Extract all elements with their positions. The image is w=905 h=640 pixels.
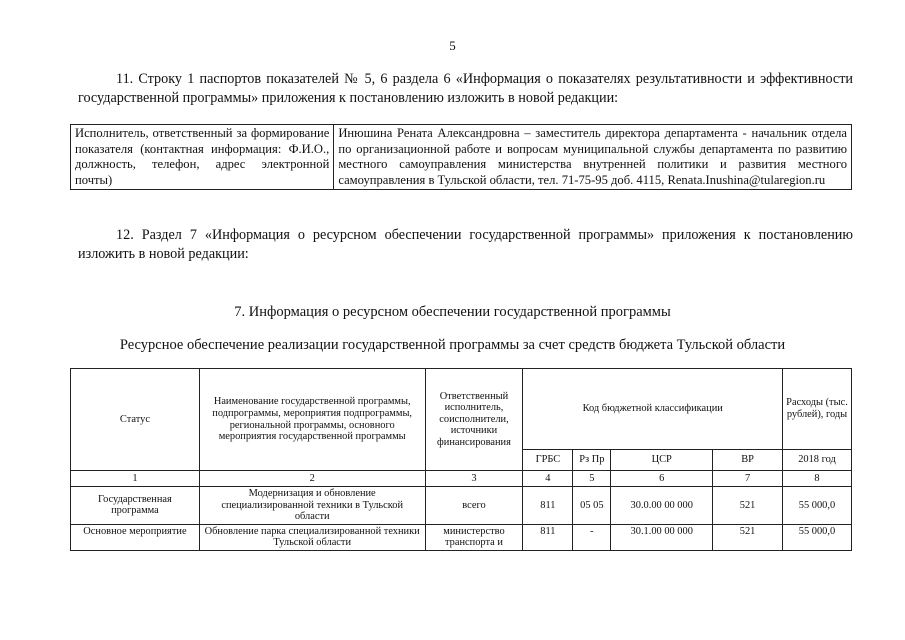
paragraph-11-text: 11. Строку 1 паспортов показателей № 5, 6 раздела 6 «Информация о показателях результативности и эффективности государственной программы» приложения к постановлению изложить в новой редакции: (78, 71, 853, 106)
passport-left-cell: Исполнитель, ответственный за формирование показателя (контактная информация: Ф.И.О., должность, телефон, адрес электронной почты) (71, 125, 334, 190)
header-vr: ВР (713, 450, 783, 471)
paragraph-11 (78, 70, 853, 108)
cell-amount: 55 000,0 (782, 487, 851, 525)
cell-status: Основное мероприятие (71, 524, 200, 550)
header-executor: Ответственный исполнитель, соисполнители, источники финансирования (425, 369, 523, 471)
header-csr: ЦСР (611, 450, 713, 471)
paragraph-12-text: 12. Раздел 7 «Информация о ресурсном обеспечении государственной программы» приложения к постановлению изложить в новой редакции: (78, 227, 853, 262)
column-numbers-row (71, 471, 852, 487)
cell-csr: 30.1.00 00 000 (611, 524, 713, 550)
cell-name: Модернизация и обновление специализированной техники в Тульской области (199, 487, 425, 525)
cell-amount: 55 000,0 (782, 524, 851, 550)
col-number: 4 (523, 471, 573, 487)
table-row (71, 524, 852, 550)
header-grbs: ГРБС (523, 450, 573, 471)
paragraph-12 (78, 226, 853, 264)
table-row (71, 487, 852, 525)
cell-rzpr: - (573, 524, 611, 550)
col-number: 7 (713, 471, 783, 487)
col-number: 1 (71, 471, 200, 487)
col-number: 5 (573, 471, 611, 487)
col-number: 2 (199, 471, 425, 487)
resource-table (70, 368, 852, 551)
col-number: 3 (425, 471, 523, 487)
cell-csr: 30.0.00 00 000 (611, 487, 713, 525)
cell-name: Обновление парка специализированной техники Тульской области (199, 524, 425, 550)
header-status: Статус (71, 369, 200, 471)
cell-rzpr: 05 05 (573, 487, 611, 525)
passport-right-cell: Инюшина Рената Александровна – заместитель директора департамента - начальник отдела по организационной работе и вопросам муниципальной службы департамента по развитию местного самоуправления министерства внутренней политики и развития местного самоуправления в Тульской области, тел. 71-75-95 доб. 4115, Renata.Inushina@tularegion.ru (334, 125, 852, 190)
header-year: 2018 год (782, 450, 851, 471)
col-number: 8 (782, 471, 851, 487)
page-number: 5 (449, 38, 456, 53)
header-expenses: Расходы (тыс. рублей), годы (782, 369, 851, 450)
cell-executor: всего (425, 487, 523, 525)
header-name: Наименование государственной программы, подпрограммы, мероприятия подпрограммы, региональной программы, основного мероприятия государственной программы (199, 369, 425, 471)
cell-vr: 521 (713, 524, 783, 550)
header-budget-code: Код бюджетной классификации (523, 369, 783, 450)
header-row-1 (71, 369, 852, 450)
cell-grbs: 811 (523, 487, 573, 525)
cell-vr: 521 (713, 487, 783, 525)
header-rzpr: Рз Пр (573, 450, 611, 471)
cell-executor: министерство транспорта и (425, 524, 523, 550)
passport-row (71, 125, 852, 190)
table-title: Ресурсное обеспечение реализации государственной программы за счет средств бюджета Тульской области (119, 337, 786, 353)
passport-table (70, 124, 852, 190)
cell-status: Государственная программа (71, 487, 200, 525)
col-number: 6 (611, 471, 713, 487)
section-title: 7. Информация о ресурсном обеспечении государственной программы (234, 304, 671, 320)
cell-grbs: 811 (523, 524, 573, 550)
